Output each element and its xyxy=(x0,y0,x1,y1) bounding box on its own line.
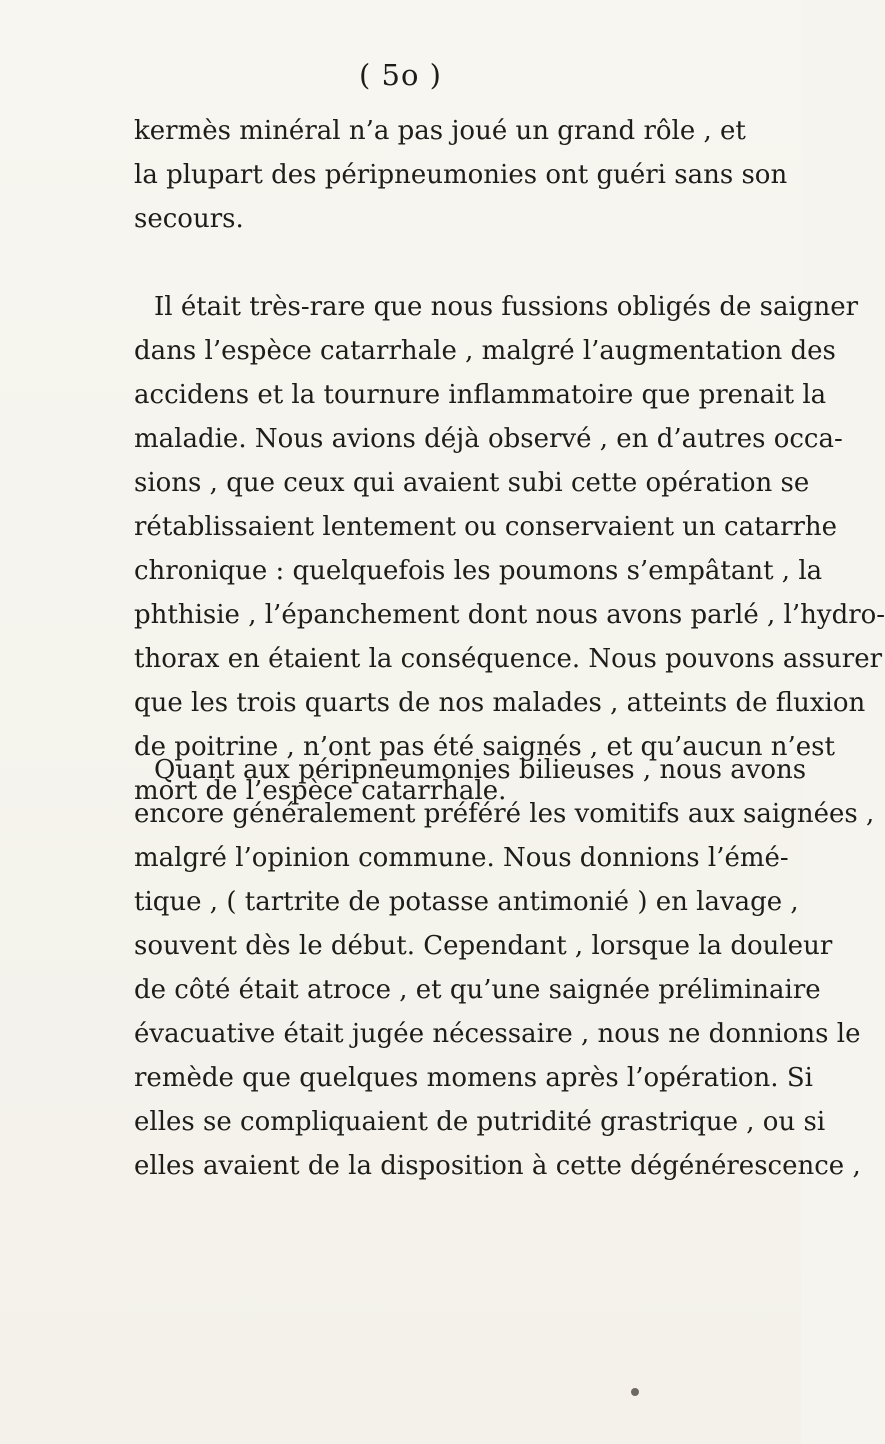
text-line: tique , ( tartrite de potasse antimonié ) en lavage , xyxy=(134,887,799,917)
text-line: maladie. Nous avions déjà observé , en d’autres occa- xyxy=(134,424,843,454)
text-line: souvent dès le début. Cependant , lorsque la douleur xyxy=(134,931,833,961)
text-line: encore généralement préféré les vomitifs aux saignées , xyxy=(134,799,875,829)
paragraph-3 xyxy=(134,748,875,1188)
text-line: elles se compliquaient de putridité grastrique , ou si xyxy=(134,1107,826,1137)
text-line: remède que quelques momens après l’opération. Si xyxy=(134,1063,813,1093)
text-line: évacuative était jugée nécessaire , nous ne donnions le xyxy=(134,1019,861,1049)
text-line: de côté était atroce , et qu’une saignée préliminaire xyxy=(134,975,821,1005)
text-line: kermès minéral n’a pas joué un grand rôle , et xyxy=(134,116,746,146)
text-line: thorax en étaient la conséquence. Nous pouvons assurer xyxy=(134,644,883,674)
text-line: sions , que ceux qui avaient subi cette opération se xyxy=(134,468,810,498)
text-line: Il était très-rare que nous fussions obligés de saigner xyxy=(154,292,859,322)
text-line: rétablissaient lentement ou conservaient un catarrhe xyxy=(134,512,838,542)
text-line: phthisie , l’épanchement dont nous avons parlé , l’hydro- xyxy=(134,600,885,630)
paragraph-2 xyxy=(134,285,885,813)
text-line: mort de l’espèce catarrhale. xyxy=(134,776,507,806)
text-line: malgré l’opinion commune. Nous donnions l’émé- xyxy=(134,843,789,873)
text-line: de poitrine , n’ont pas été saignés , et qu’aucun n’est xyxy=(134,732,835,762)
paragraph-1 xyxy=(134,109,788,241)
text-line: secours. xyxy=(134,204,244,234)
text-line: accidens et la tournure inflammatoire que prenait la xyxy=(134,380,827,410)
text-line: elles avaient de la disposition à cette dégénérescence , xyxy=(134,1151,861,1181)
text-line: la plupart des péripneumonies ont guéri sans son xyxy=(134,160,788,190)
text-line: chronique : quelquefois les poumons s’empâtant , la xyxy=(134,556,823,586)
page-number: ( 5o ) xyxy=(359,58,442,92)
text-line: Quant aux péripneumonies bilieuses , nous avons xyxy=(154,755,807,785)
text-line: que les trois quarts de nos malades , atteints de fluxion xyxy=(134,688,866,718)
ink-speck xyxy=(631,1388,639,1396)
text-line: dans l’espèce catarrhale , malgré l’augmentation des xyxy=(134,336,836,366)
